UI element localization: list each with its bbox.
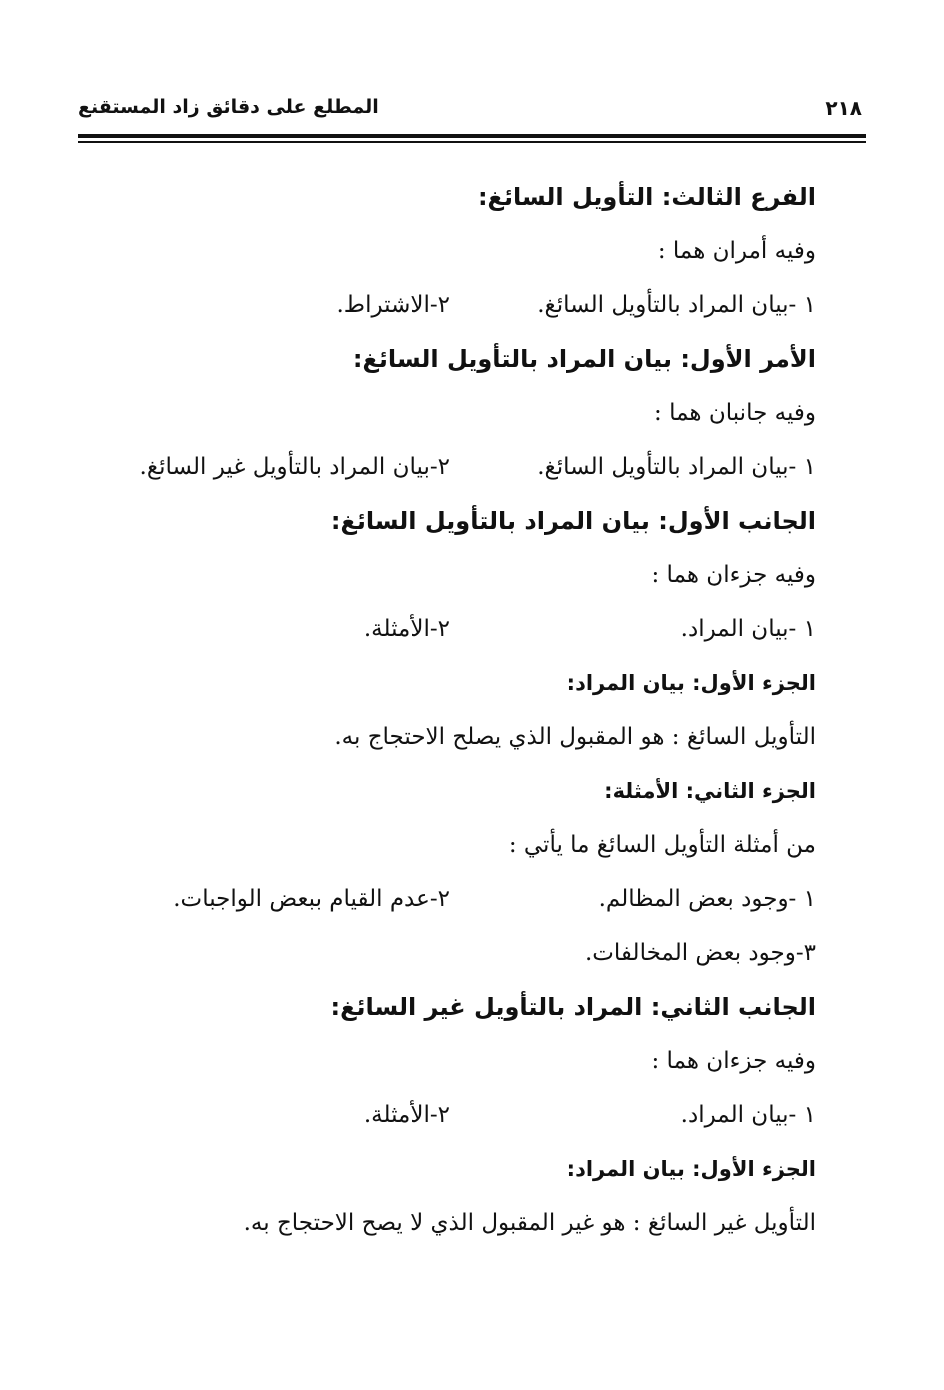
body-text xyxy=(80,170,816,1250)
list-item: ٢-الأمثلة. xyxy=(363,616,450,642)
list-item: ٢-الاشتراط. xyxy=(336,292,450,318)
header-rule-thin xyxy=(78,141,866,143)
list-row xyxy=(80,440,816,494)
paragraph: وفيه جانبان هما : xyxy=(654,400,816,426)
list-item: ٢-الأمثلة. xyxy=(363,1102,450,1128)
list-item: ١ -بيان المراد. xyxy=(680,1102,816,1128)
section-heading: الفرع الثالث: التأويل السائغ: xyxy=(477,183,816,211)
page-number: ٢١٨ xyxy=(825,96,862,120)
page-header xyxy=(78,96,866,128)
paragraph: وفيه جزءان هما : xyxy=(651,562,816,588)
list-item: ٢-بيان المراد بالتأويل غير السائغ. xyxy=(139,454,450,480)
section-heading: الأمر الأول: بيان المراد بالتأويل السائغ: xyxy=(352,345,816,373)
list-row xyxy=(80,278,816,332)
section-heading: الجزء الأول: بيان المراد: xyxy=(566,1157,816,1181)
section-heading: الجزء الأول: بيان المراد: xyxy=(566,671,816,695)
list-row xyxy=(80,602,816,656)
list-row xyxy=(80,1088,816,1142)
list-item: ١ -بيان المراد بالتأويل السائغ. xyxy=(537,454,816,480)
list-row xyxy=(80,872,816,926)
paragraph: من أمثلة التأويل السائغ ما يأتي : xyxy=(508,832,816,858)
section-heading: الجانب الثاني: المراد بالتأويل غير السائغ: xyxy=(330,993,816,1021)
section-heading: الجانب الأول: بيان المراد بالتأويل السائغ: xyxy=(330,507,816,535)
header-rule-thick xyxy=(78,134,866,138)
paragraph: التأويل غير السائغ : هو غير المقبول الذي لا يصح الاحتجاج به. xyxy=(243,1210,816,1236)
list-item: ١ -بيان المراد. xyxy=(680,616,816,642)
paragraph: وفيه جزءان هما : xyxy=(651,1048,816,1074)
paragraph: ٣-وجود بعض المخالفات. xyxy=(584,940,816,966)
list-item: ١ -بيان المراد بالتأويل السائغ. xyxy=(537,292,816,318)
running-title: المطلع على دقائق زاد المستقنع xyxy=(78,96,379,118)
paragraph: وفيه أمران هما : xyxy=(657,238,816,264)
section-heading: الجزء الثاني: الأمثلة: xyxy=(604,779,816,803)
list-item: ٢-عدم القيام ببعض الواجبات. xyxy=(173,886,450,912)
paragraph: التأويل السائغ : هو المقبول الذي يصلح الاحتجاج به. xyxy=(334,724,816,750)
list-item: ١ -وجود بعض المظالم. xyxy=(598,886,816,912)
